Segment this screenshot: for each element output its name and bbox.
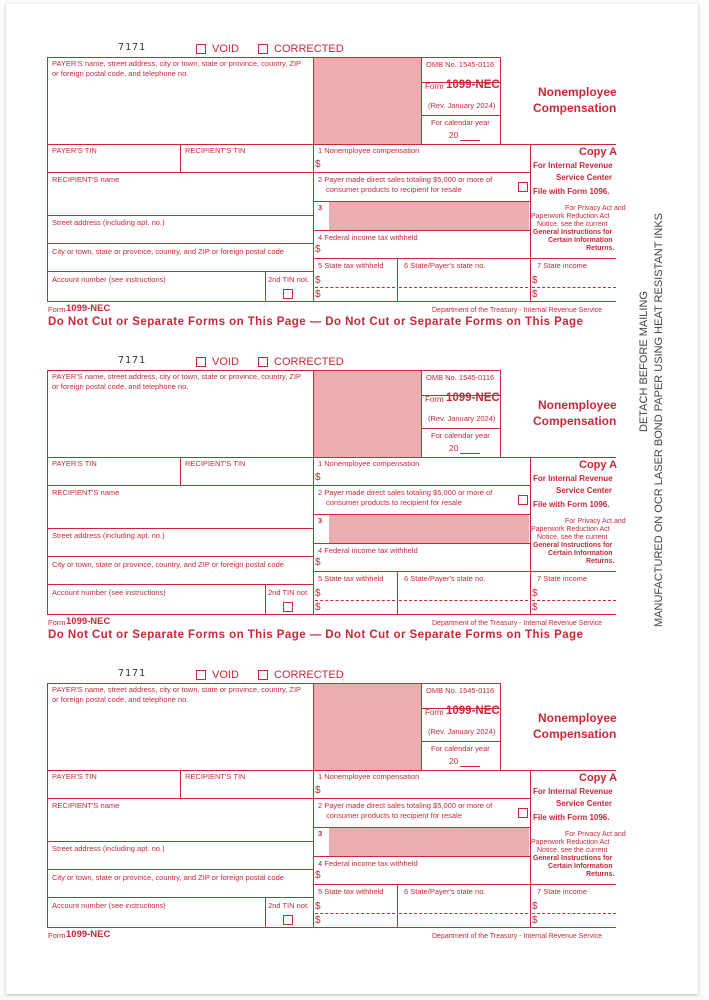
form-title-line-1: Nonemployee <box>538 711 617 725</box>
form-title-line-1: Nonemployee <box>538 398 617 412</box>
privacy-line-5: Certain Information <box>548 550 613 557</box>
recipient-tin-label: RECIPIENT'S TIN <box>185 146 246 155</box>
box6-label: 6 State/Payer's state no. <box>404 887 486 896</box>
street-address-label: Street address (including apt. no.) <box>52 531 165 540</box>
form-line <box>421 683 422 770</box>
form-number: 1099-NEC <box>446 705 500 717</box>
box6-label: 6 State/Payer's state no. <box>404 574 486 583</box>
second-tin-label: 2nd TIN not. <box>268 901 310 910</box>
box2-label-1: 2 Payer made direct sales totaling $5,000 or more of <box>318 801 493 810</box>
payer-name-label-2: or foreign postal code, and telephone no. <box>52 695 189 704</box>
second-tin-checkbox[interactable] <box>283 602 293 612</box>
dashed-line <box>399 600 528 601</box>
corrected-label: CORRECTED <box>274 43 344 55</box>
form-line <box>47 841 313 842</box>
box2-checkbox[interactable] <box>518 808 528 818</box>
form-line <box>313 230 530 231</box>
form-line <box>47 798 530 799</box>
form-line <box>47 556 313 557</box>
year-line <box>460 453 480 454</box>
form-line <box>313 571 616 572</box>
form-line <box>47 897 313 898</box>
privacy-line-2: Paperwork Reduction Act <box>531 526 610 533</box>
department-label: Department of the Treasury - Internal Revenue Service <box>432 307 603 314</box>
street-address-label: Street address (including apt. no.) <box>52 844 165 853</box>
dollar-sign: $ <box>315 588 321 599</box>
privacy-line-4: General Instructions for <box>533 855 613 862</box>
account-number-label: Account number (see instructions) <box>52 275 166 284</box>
form-line <box>47 301 616 302</box>
omb-number: OMB No. 1545-0116 <box>426 686 495 695</box>
dollar-sign: $ <box>315 557 321 568</box>
shaded-area-top <box>313 683 421 770</box>
void-label: VOID <box>212 43 239 55</box>
box2-label-1: 2 Payer made direct sales totaling $5,000 or more of <box>318 488 493 497</box>
payer-tin-label: PAYER'S TIN <box>52 459 97 468</box>
form-line <box>180 457 181 485</box>
privacy-line-5: Certain Information <box>548 237 613 244</box>
calendar-year-label: For calendar year <box>431 431 490 440</box>
form-line <box>313 258 616 259</box>
privacy-line-6: Returns. <box>586 871 615 878</box>
privacy-line-3: Notice, see the current <box>537 534 608 541</box>
box5-label: 5 State tax withheld <box>318 261 384 270</box>
payer-tin-label: PAYER'S TIN <box>52 772 97 781</box>
privacy-line-6: Returns. <box>586 558 615 565</box>
box5-label: 5 State tax withheld <box>318 574 384 583</box>
form-line <box>47 927 616 928</box>
privacy-line-4: General Instructions for <box>533 542 613 549</box>
privacy-line-2: Paperwork Reduction Act <box>531 839 610 846</box>
calendar-year-label: For calendar year <box>431 118 490 127</box>
payer-name-label: PAYER'S name, street address, city or town, state or province, country, ZIP <box>52 372 302 381</box>
form-line <box>530 457 531 614</box>
box1-label: 1 Nonemployee compensation <box>318 146 420 155</box>
void-checkbox[interactable] <box>196 670 206 680</box>
form-line <box>313 827 530 828</box>
privacy-line-2: Paperwork Reduction Act <box>531 213 610 220</box>
detach-before-mailing: DETACH BEFORE MAILING <box>638 291 650 432</box>
dashed-line <box>399 287 528 288</box>
corrected-checkbox[interactable] <box>258 44 268 54</box>
form-line <box>421 370 422 457</box>
dollar-sign: $ <box>532 289 538 300</box>
form-line <box>500 683 501 770</box>
void-label: VOID <box>212 356 239 368</box>
form-number: 1099-NEC <box>446 79 500 91</box>
recipient-name-label: RECIPIENT'S name <box>52 175 120 184</box>
form-title-line-2: Compensation <box>533 414 617 428</box>
form-line <box>530 144 531 301</box>
form-line <box>313 856 530 857</box>
box2-checkbox[interactable] <box>518 495 528 505</box>
box3-shaded <box>329 514 529 543</box>
city-label: City or town, state or province, country, and ZIP or foreign postal code <box>52 873 284 882</box>
revision-date: (Rev. January 2024) <box>428 101 496 110</box>
void-checkbox[interactable] <box>196 44 206 54</box>
shaded-area-top <box>313 57 421 144</box>
box3-shaded <box>329 827 529 856</box>
form-line <box>47 271 313 272</box>
recipient-tin-label: RECIPIENT'S TIN <box>185 459 246 468</box>
box2-checkbox[interactable] <box>518 182 528 192</box>
form-line <box>47 584 313 585</box>
corrected-label: CORRECTED <box>274 356 344 368</box>
box1-label: 1 Nonemployee compensation <box>318 772 420 781</box>
footer-form-word: Form <box>48 618 66 627</box>
dashed-line <box>315 913 395 914</box>
manufactured-note: MANUFACTURED ON OCR LASER BOND PAPER USING HEAT RESISTANT INKS <box>653 213 665 627</box>
box2-label-1: 2 Payer made direct sales totaling $5,000 or more of <box>318 175 493 184</box>
form-line <box>313 57 314 301</box>
box3-shaded <box>329 201 529 230</box>
privacy-line-6: Returns. <box>586 245 615 252</box>
form-word: Form <box>425 708 444 717</box>
form-code: 7171 <box>118 355 147 366</box>
form-word: Form <box>425 395 444 404</box>
dollar-sign: $ <box>315 901 321 912</box>
privacy-line-4: General Instructions for <box>533 229 613 236</box>
omb-number: OMB No. 1545-0116 <box>426 60 495 69</box>
privacy-line-5: Certain Information <box>548 863 613 870</box>
form-copy-3 <box>0 626 709 939</box>
form-line <box>397 884 398 927</box>
department-label: Department of the Treasury - Internal Revenue Service <box>432 933 603 940</box>
revision-date: (Rev. January 2024) <box>428 727 496 736</box>
box2-label-2: consumer products to recipient for resale <box>326 498 462 507</box>
form-title-line-1: Nonemployee <box>538 85 617 99</box>
recipient-tin-label: RECIPIENT'S TIN <box>185 772 246 781</box>
copy-a-label: Copy A <box>579 146 618 158</box>
second-tin-label: 2nd TIN not. <box>268 275 310 284</box>
dollar-sign: $ <box>315 602 321 613</box>
form-line <box>47 683 48 927</box>
form-line <box>47 683 500 684</box>
form-line <box>421 115 500 116</box>
form-line <box>47 172 530 173</box>
file-with-1096: File with Form 1096. <box>533 813 610 822</box>
form-copy-1 <box>0 0 709 328</box>
year-prefix: 20 <box>449 756 459 766</box>
form-line <box>313 884 616 885</box>
file-with-1096: File with Form 1096. <box>533 500 610 509</box>
dollar-sign: $ <box>532 588 538 599</box>
privacy-line-1: For Privacy Act and <box>565 518 626 525</box>
form-line <box>500 370 501 457</box>
privacy-line-3: Notice, see the current <box>537 221 608 228</box>
account-number-label: Account number (see instructions) <box>52 588 166 597</box>
box7-label: 7 State income <box>537 261 588 270</box>
box2-label-2: consumer products to recipient for resale <box>326 811 462 820</box>
payer-tin-label: PAYER'S TIN <box>52 146 97 155</box>
corrected-checkbox[interactable] <box>258 670 268 680</box>
box5-label: 5 State tax withheld <box>318 887 384 896</box>
footer-form-number: 1099-NEC <box>66 303 111 314</box>
irs-line-2: Service Center <box>556 173 613 182</box>
form-line <box>47 528 313 529</box>
omb-number: OMB No. 1545-0116 <box>426 373 495 382</box>
form-line <box>313 543 530 544</box>
dollar-sign: $ <box>315 472 321 483</box>
form-title-line-2: Compensation <box>533 727 617 741</box>
recipient-name-label: RECIPIENT'S name <box>52 488 120 497</box>
form-line <box>397 258 398 301</box>
box4-label: 4 Federal income tax withheld <box>318 859 418 868</box>
year-line <box>460 766 480 767</box>
year-line <box>460 140 480 141</box>
dollar-sign: $ <box>315 244 321 255</box>
dashed-line <box>315 287 395 288</box>
irs-line-2: Service Center <box>556 799 613 808</box>
form-title-line-2: Compensation <box>533 101 617 115</box>
form-line <box>313 201 530 202</box>
form-line <box>47 869 313 870</box>
form-line <box>397 571 398 614</box>
form-line <box>313 514 530 515</box>
dashed-line <box>399 913 528 914</box>
box1-label: 1 Nonemployee compensation <box>318 459 420 468</box>
payer-name-label-2: or foreign postal code, and telephone no. <box>52 382 189 391</box>
form-line <box>265 271 266 301</box>
street-address-label: Street address (including apt. no.) <box>52 218 165 227</box>
form-code: 7171 <box>118 42 147 53</box>
dashed-line <box>532 913 616 914</box>
recipient-name-label: RECIPIENT'S name <box>52 801 120 810</box>
form-line <box>47 215 313 216</box>
dollar-sign: $ <box>532 915 538 926</box>
irs-line-1: For Internal Revenue <box>533 474 613 483</box>
city-label: City or town, state or province, country, and ZIP or foreign postal code <box>52 560 284 569</box>
dashed-line <box>532 600 616 601</box>
corrected-label: CORRECTED <box>274 669 344 681</box>
dollar-sign: $ <box>315 289 321 300</box>
dollar-sign: $ <box>532 602 538 613</box>
footer-form-number: 1099-NEC <box>66 929 111 940</box>
file-with-1096: File with Form 1096. <box>533 187 610 196</box>
form-code: 7171 <box>118 668 147 679</box>
form-line <box>47 370 48 614</box>
form-line <box>421 428 500 429</box>
privacy-line-1: For Privacy Act and <box>565 831 626 838</box>
city-label: City or town, state or province, country, and ZIP or foreign postal code <box>52 247 284 256</box>
dollar-sign: $ <box>315 785 321 796</box>
payer-name-label-2: or foreign postal code, and telephone no. <box>52 69 189 78</box>
box3-label: 3 <box>318 203 323 212</box>
box6-label: 6 State/Payer's state no. <box>404 261 486 270</box>
year-prefix: 20 <box>449 443 459 453</box>
form-line <box>47 370 500 371</box>
sidebar-printing-text <box>637 213 667 627</box>
dashed-line <box>315 600 395 601</box>
dollar-sign: $ <box>532 901 538 912</box>
calendar-year-label: For calendar year <box>431 744 490 753</box>
box3-label: 3 <box>318 516 323 525</box>
box7-label: 7 State income <box>537 887 588 896</box>
privacy-line-1: For Privacy Act and <box>565 205 626 212</box>
dollar-sign: $ <box>532 275 538 286</box>
second-tin-checkbox[interactable] <box>283 289 293 299</box>
privacy-line-3: Notice, see the current <box>537 847 608 854</box>
payer-name-label: PAYER'S name, street address, city or town, state or province, country, ZIP <box>52 59 302 68</box>
void-label: VOID <box>212 669 239 681</box>
account-number-label: Account number (see instructions) <box>52 901 166 910</box>
irs-line-1: For Internal Revenue <box>533 161 613 170</box>
box3-label: 3 <box>318 829 323 838</box>
dollar-sign: $ <box>315 870 321 881</box>
shaded-area-top <box>313 370 421 457</box>
void-checkbox[interactable] <box>196 357 206 367</box>
form-line <box>265 584 266 614</box>
box4-label: 4 Federal income tax withheld <box>318 546 418 555</box>
form-copy-2 <box>0 313 709 641</box>
year-prefix: 20 <box>449 130 459 140</box>
form-line <box>180 770 181 798</box>
form-line <box>313 683 314 927</box>
form-line <box>47 57 500 58</box>
form-line <box>500 57 501 144</box>
form-line <box>421 741 500 742</box>
irs-line-1: For Internal Revenue <box>533 787 613 796</box>
form-line <box>47 614 616 615</box>
form-line <box>421 57 422 144</box>
department-label: Department of the Treasury - Internal Revenue Service <box>432 620 603 627</box>
second-tin-checkbox[interactable] <box>283 915 293 925</box>
dollar-sign: $ <box>315 159 321 170</box>
form-line <box>180 144 181 172</box>
form-line <box>530 770 531 927</box>
dashed-line <box>532 287 616 288</box>
form-number: 1099-NEC <box>446 392 500 404</box>
copy-a-label: Copy A <box>579 772 618 784</box>
form-line <box>47 485 530 486</box>
copy-a-label: Copy A <box>579 459 618 471</box>
form-word: Form <box>425 82 444 91</box>
form-line <box>47 243 313 244</box>
box2-label-2: consumer products to recipient for resale <box>326 185 462 194</box>
do-not-cut-warning: Do Not Cut or Separate Forms on This Page — Do Not Cut or Separate Forms on This Page <box>48 629 584 641</box>
box4-label: 4 Federal income tax withheld <box>318 233 418 242</box>
form-line <box>265 897 266 927</box>
form-line <box>313 370 314 614</box>
do-not-cut-warning: Do Not Cut or Separate Forms on This Page — Do Not Cut or Separate Forms on This Page <box>48 316 584 328</box>
footer-form-word: Form <box>48 931 66 940</box>
corrected-checkbox[interactable] <box>258 357 268 367</box>
dollar-sign: $ <box>315 915 321 926</box>
footer-form-word: Form <box>48 305 66 314</box>
footer-form-number: 1099-NEC <box>66 616 111 627</box>
irs-line-2: Service Center <box>556 486 613 495</box>
revision-date: (Rev. January 2024) <box>428 414 496 423</box>
form-line <box>47 57 48 301</box>
second-tin-label: 2nd TIN not. <box>268 588 310 597</box>
payer-name-label: PAYER'S name, street address, city or town, state or province, country, ZIP <box>52 685 302 694</box>
dollar-sign: $ <box>315 275 321 286</box>
box7-label: 7 State income <box>537 574 588 583</box>
